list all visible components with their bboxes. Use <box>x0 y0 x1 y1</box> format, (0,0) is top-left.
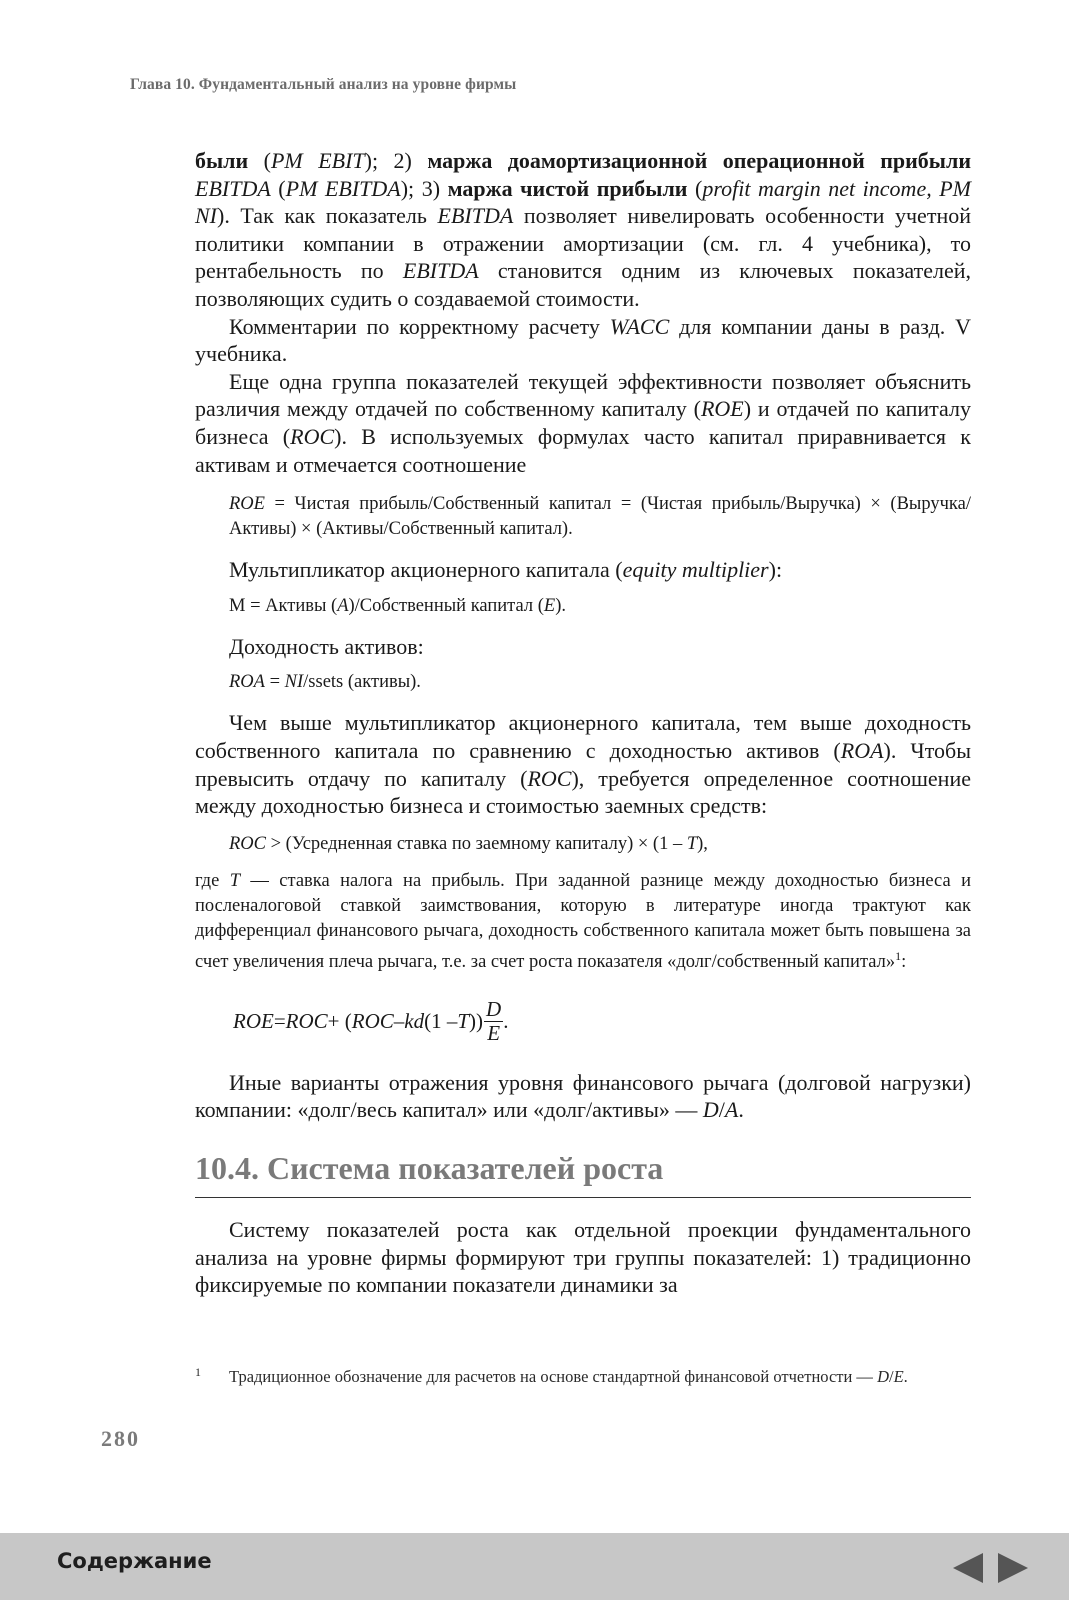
paragraph-growth-system: Систему показателей роста как отдельной проекции фундаментального анализа на уровне фирмы формируют три группы показателей: 1) традиционно фиксируемые по компании показатели динамики за <box>195 1217 971 1298</box>
page-number: 280 <box>101 1426 140 1451</box>
section-heading: 10.4. Система показателей роста <box>195 1150 971 1198</box>
triangle-right-icon[interactable] <box>998 1553 1028 1583</box>
formula-roe-dupont: ROE = Чистая прибыль/Собственный капитал = (Чистая прибыль/Выручка) × (Выручка/Активы) × (Активы/Собственный капитал). <box>229 494 971 540</box>
table-of-contents-link[interactable]: Содержание <box>57 1549 212 1573</box>
paragraph-debt-ratios: Иные варианты отражения уровня финансового рычага (долговой нагрузки) компании: «долг/весь капитал» или «долг/активы» — D/A. <box>195 1069 971 1123</box>
fraction-d-over-e: $\frac{D}{E}$ <box>486 997 502 1046</box>
paragraph-wacc: Комментарии по корректному расчету WACC для компании даны в разд. V учебника. <box>195 313 971 367</box>
running-head: Глава 10. Фундаментальный анализ на уровне фирмы <box>130 76 517 93</box>
paragraph-tax-leverage: где T — ставка налога на прибыль. При заданной разнице между доходностью бизнеса и посленалоговой ставкой заимствования, которую в литературе иногда трактуют как дифференциал финансового рычага, доходность собственного капитала может быть повышена за счет увеличения плеча рычага, т.е. за счет роста показателя «долг/собственный капитал»$^1$: <box>195 870 971 972</box>
paragraph-margins: были (PM EBIT); 2) маржа доамортизационной операционной прибыли EBITDA (PM EBITDA); 3) маржа чистой прибыли (profit margin net income, PM NI). Так как показатель EBITDA позволяет нивелировать особенности учетной политики компании в отражении амортизации (см. гл. 4 учебника), то рентабельность по EBITDA становится одним из ключевых показателей, позволяющих судить о создаваемой стоимости. <box>195 148 972 311</box>
page-body <box>195 147 971 1299</box>
formula-roc-condition: ROC > (Усредненная ставка по заемному капиталу) × (1 – T), <box>229 833 708 854</box>
footnote <box>195 1366 971 1387</box>
bottom-navigation-bar <box>0 1533 1069 1600</box>
paragraph-asset-return: Доходность активов: <box>229 633 424 659</box>
footnote-reference: 1 <box>895 948 902 963</box>
formula-multiplier: M = Активы (A)/Собственный капитал (E). <box>229 595 566 616</box>
paragraph-multiplier-effect: Чем выше мультипликатор акционерного капитала, тем выше доходность собственного капитала по сравнению с доходностью активов (ROA). Чтобы превысить отдачу по капиталу (ROC), требуется определенное соотношение между доходностью бизнеса и стоимостью заемных средств: <box>195 710 971 819</box>
triangle-left-icon[interactable] <box>953 1553 983 1583</box>
formula-roa: ROA = NI/ssets (активы). <box>229 672 421 693</box>
footnote-mark: 1 <box>195 1365 201 1379</box>
paragraph-roe-roc: Еще одна группа показателей текущей эффективности позволяет объяснить различия между отдачей по собственному капиталу (ROE) и отдачей по капиталу бизнеса (ROC). В используемых формулах часто капитал приравнивается к активам и отмечается соотношение <box>195 368 971 477</box>
equation-roe-leverage: ROE = ROC + ( ROC – kd (1 – T )) $\frac{D}{E}$ . <box>233 997 509 1046</box>
footnote-text: Традиционное обозначение для расчетов на основе стандартной финансовой отчетности — D/E. <box>229 1367 908 1386</box>
paragraph-equity-multiplier: Мультипликатор акционерного капитала (equity multiplier): <box>229 557 783 583</box>
